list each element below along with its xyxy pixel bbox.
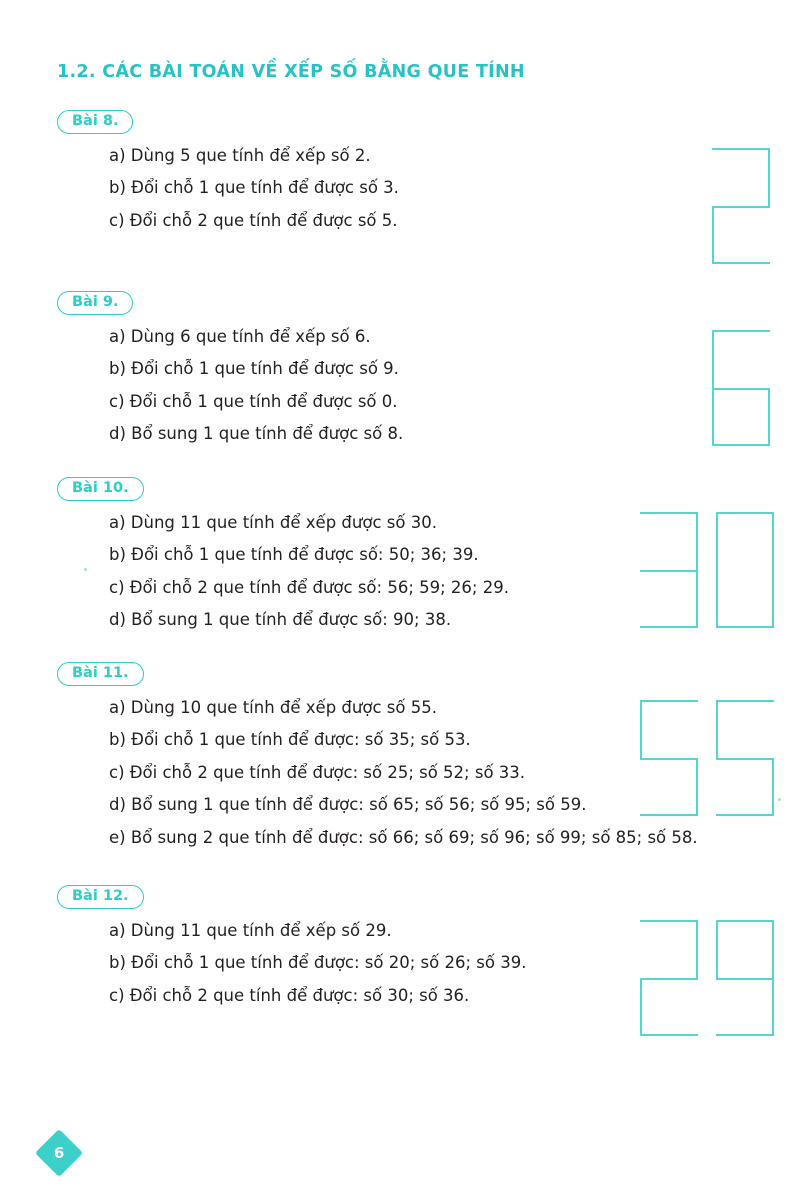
matchstick	[640, 512, 698, 514]
exercise-block-12	[57, 885, 697, 1004]
list-item: b) Đổi chỗ 1 que tính để được: số 20; số 26; số 39.	[109, 953, 527, 972]
exercise-block-9	[57, 291, 697, 443]
list-item: a) Dùng 11 que tính để xếp số 29.	[109, 920, 392, 940]
matchstick	[716, 920, 774, 922]
list-item: b) Đổi chỗ 1 que tính để được số 9.	[109, 359, 399, 378]
exercise-label-12: Bài 12.	[57, 885, 144, 909]
matchstick	[696, 570, 698, 628]
matchstick	[640, 700, 698, 702]
matchstick	[716, 814, 774, 816]
matchstick	[772, 512, 774, 570]
matchstick	[712, 206, 714, 264]
matchstick	[716, 700, 718, 758]
matchstick	[768, 388, 770, 446]
matchstick	[696, 920, 698, 978]
matchstick	[640, 626, 698, 628]
list-item: a) Dùng 10 que tính để xếp được số 55.	[109, 697, 437, 717]
matchstick	[640, 920, 698, 922]
list-item: a) Dùng 6 que tính để xếp số 6.	[109, 326, 371, 346]
matchstick-figure-55	[640, 700, 775, 830]
matchstick	[640, 978, 698, 980]
stray-mark	[84, 568, 87, 571]
list-item: d) Bổ sung 1 que tính để được: số 65; số 56; số 95; số 59.	[109, 795, 587, 814]
matchstick	[712, 388, 770, 390]
matchstick	[640, 978, 642, 1036]
list-item: c) Đổi chỗ 1 que tính để được số 0.	[109, 391, 398, 411]
exercise-items-10	[57, 512, 697, 629]
matchstick	[772, 758, 774, 816]
exercise-label-10: Bài 10.	[57, 477, 144, 501]
exercise-items-9	[57, 326, 697, 443]
matchstick	[716, 626, 774, 628]
matchstick	[716, 512, 774, 514]
matchstick	[716, 920, 718, 978]
list-item: b) Đổi chỗ 1 que tính để được: số 35; số 53.	[109, 730, 471, 749]
stray-mark	[778, 798, 781, 801]
matchstick	[712, 148, 770, 150]
list-item: b) Đổi chỗ 1 que tính để được số: 50; 36; 39.	[109, 545, 479, 564]
matchstick	[772, 920, 774, 978]
list-item: c) Đổi chỗ 2 que tính để được số: 56; 59; 26; 29.	[109, 577, 509, 597]
matchstick	[772, 978, 774, 1036]
list-item: c) Đổi chỗ 2 que tính để được: số 30; số 36.	[109, 985, 470, 1005]
matchstick	[640, 814, 698, 816]
matchstick	[768, 148, 770, 206]
matchstick	[712, 206, 770, 208]
matchstick	[716, 570, 718, 628]
matchstick	[640, 1034, 698, 1036]
list-item: e) Bổ sung 2 que tính để được: số 66; số 69; số 96; số 99; số 85; số 58.	[109, 827, 698, 847]
matchstick	[640, 700, 642, 758]
list-item: c) Đổi chỗ 2 que tính để được: số 25; số 52; số 33.	[109, 762, 526, 782]
list-item: b) Đổi chỗ 1 que tính để được số 3.	[109, 178, 399, 197]
list-item: a) Dùng 11 que tính để xếp được số 30.	[109, 512, 437, 532]
matchstick-figure-29	[640, 920, 775, 1050]
matchstick	[640, 570, 698, 572]
list-item: d) Bổ sung 1 que tính để được số: 90; 38.	[109, 610, 452, 629]
matchstick	[716, 978, 774, 980]
page-number	[35, 1129, 83, 1177]
list-item: a) Dùng 5 que tính để xếp số 2.	[109, 145, 371, 165]
matchstick	[712, 330, 770, 332]
exercise-items-8	[57, 145, 697, 230]
matchstick	[712, 262, 770, 264]
matchstick	[716, 1034, 774, 1036]
matchstick	[772, 570, 774, 628]
matchstick	[640, 758, 698, 760]
page-number-value: 6	[53, 1144, 65, 1162]
matchstick	[712, 388, 714, 446]
exercise-label-8: Bài 8.	[57, 110, 133, 134]
matchstick	[716, 758, 774, 760]
matchstick-figure-30	[640, 512, 775, 642]
section-title: 1.2. CÁC BÀI TOÁN VỀ XẾP SỐ BẰNG QUE TÍNH	[57, 62, 525, 82]
matchstick	[712, 444, 770, 446]
matchstick-figure-6	[712, 330, 772, 450]
matchstick	[696, 758, 698, 816]
matchstick	[712, 330, 714, 388]
exercise-block-10	[57, 477, 697, 629]
exercise-label-9: Bài 9.	[57, 291, 133, 315]
exercise-block-11	[57, 662, 697, 846]
exercise-items-12	[57, 920, 697, 1005]
matchstick	[716, 700, 774, 702]
matchstick	[696, 512, 698, 570]
list-item: c) Đổi chỗ 2 que tính để được số 5.	[109, 210, 398, 230]
exercise-block-8	[57, 110, 697, 229]
exercise-items-11	[57, 697, 698, 847]
matchstick-figure-2	[712, 148, 772, 268]
matchstick	[716, 512, 718, 570]
list-item: d) Bổ sung 1 que tính để được số 8.	[109, 424, 404, 443]
exercise-label-11: Bài 11.	[57, 662, 144, 686]
